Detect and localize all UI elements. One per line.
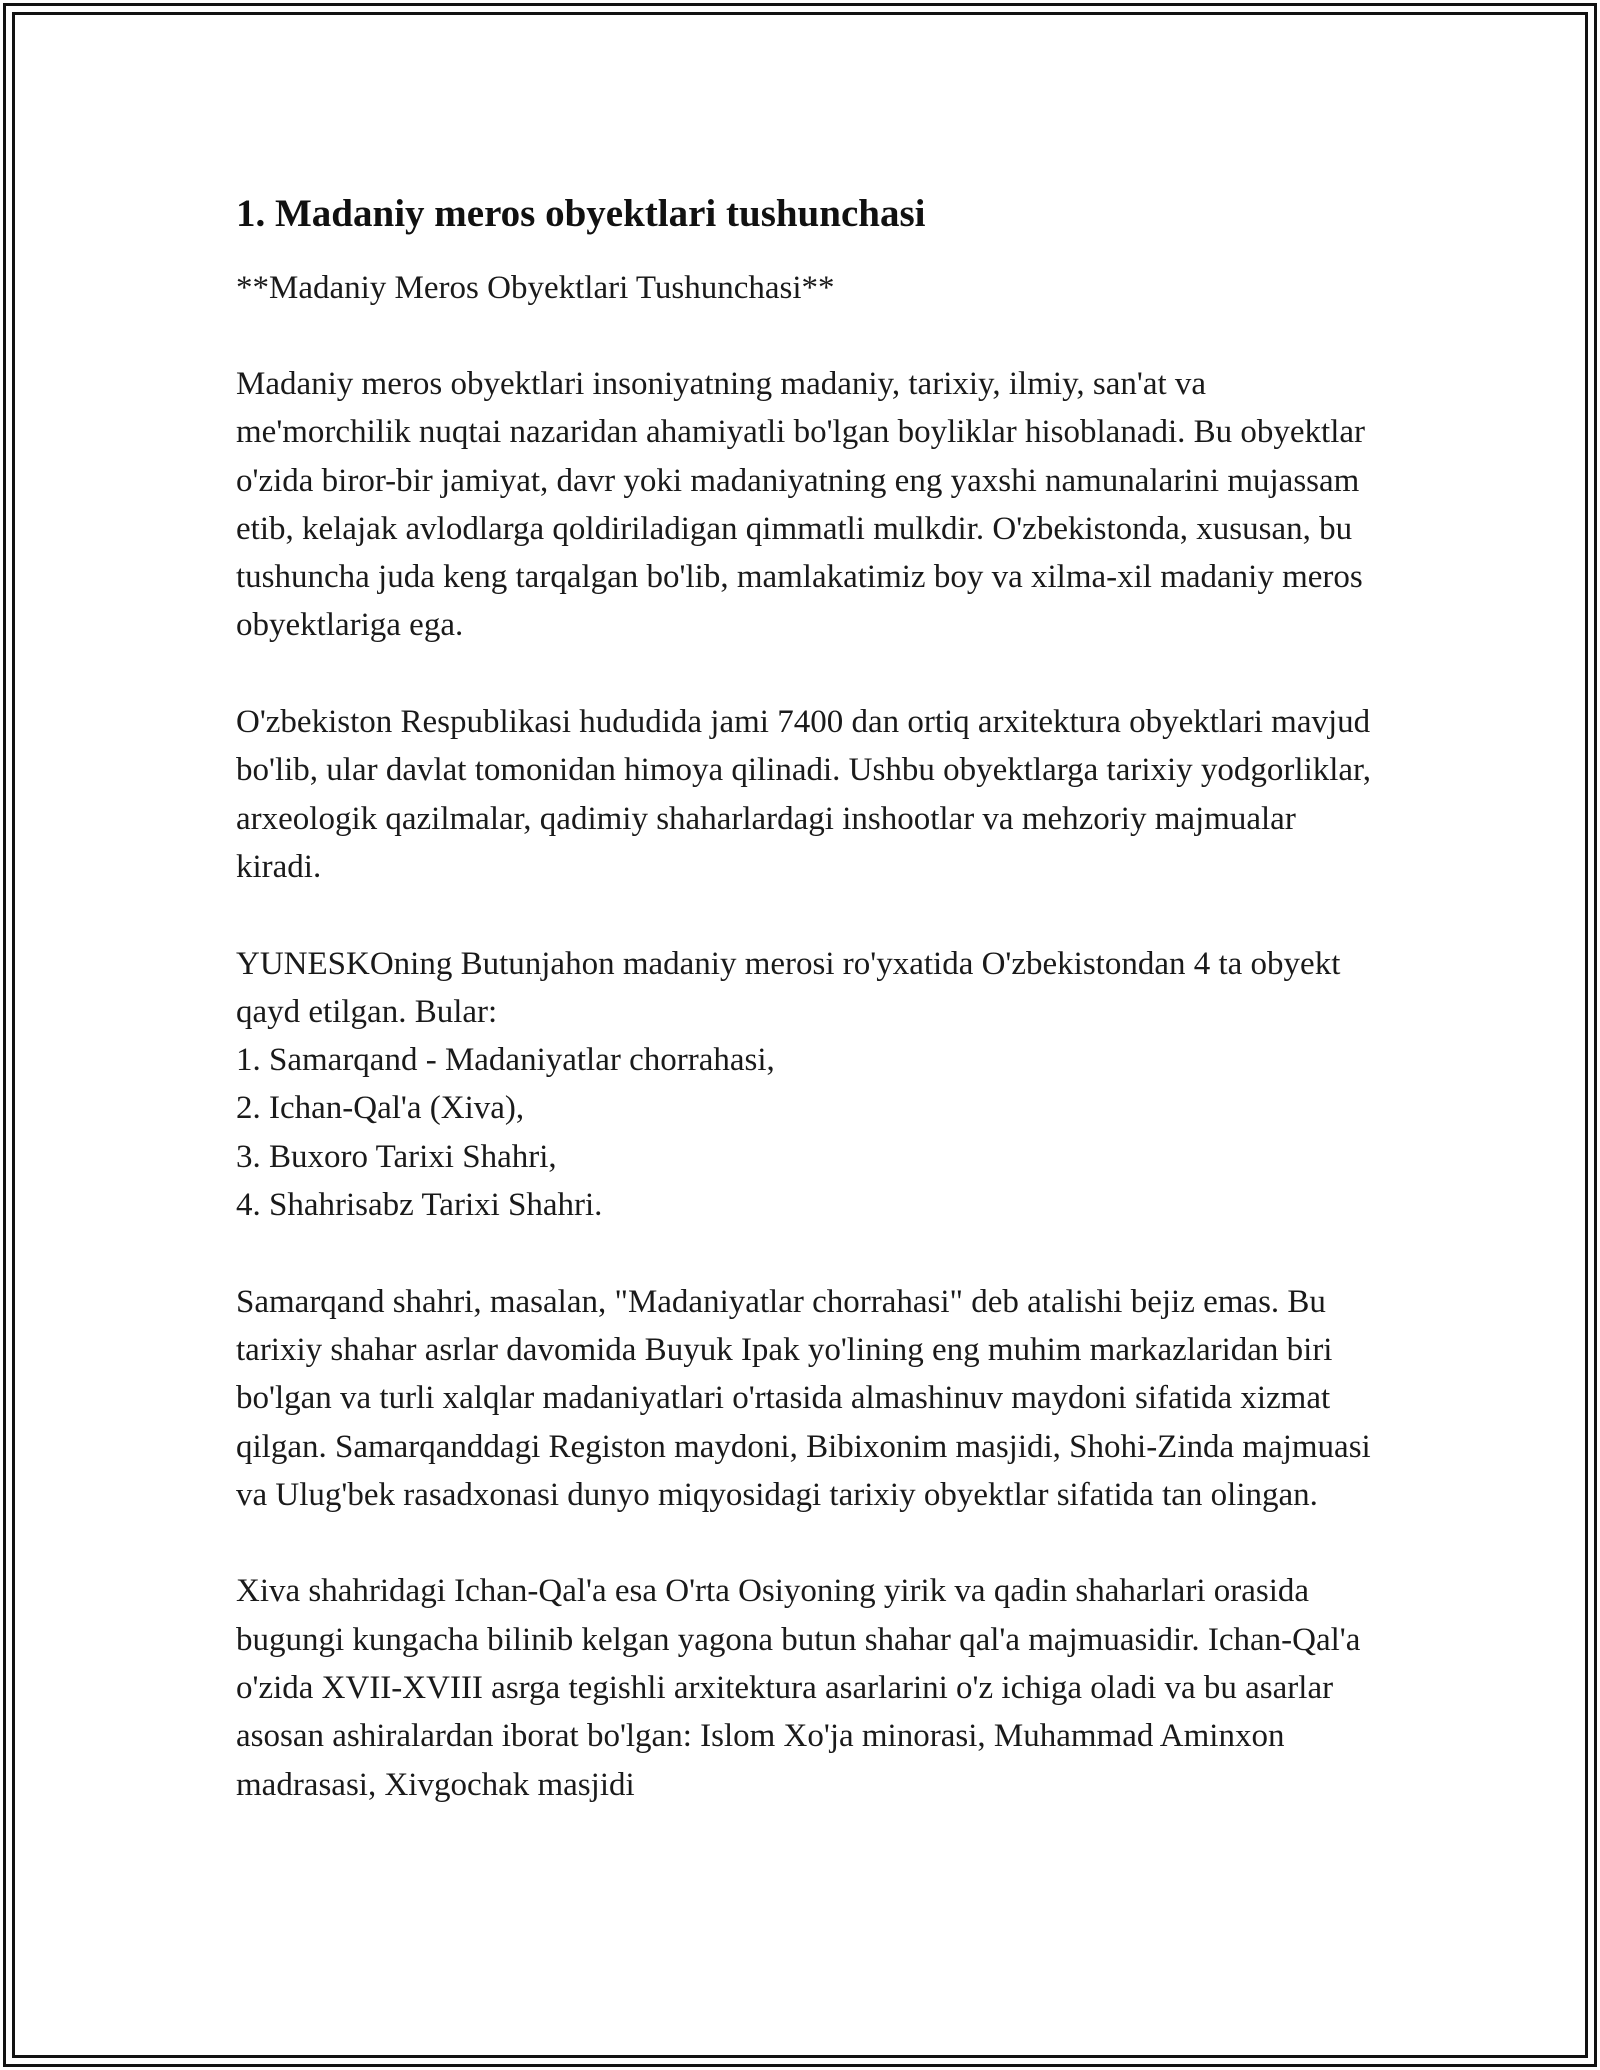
unesco-intro: YUNESKOning Butunjahon madaniy merosi ro'yxatida O'zbekistondan 4 ta obyekt qayd etilgan. Bular: bbox=[236, 945, 1341, 1030]
unesco-block bbox=[236, 940, 1376, 1230]
list-item: 4. Shahrisabz Tarixi Shahri. bbox=[236, 1187, 603, 1224]
section-title: 1. Madaniy meros obyektlari tushunchasi bbox=[236, 192, 926, 235]
list-item: 1. Samarqand - Madaniyatlar chorrahasi, bbox=[236, 1042, 775, 1079]
list-item: 3. Buxoro Tarixi Shahri, bbox=[236, 1138, 557, 1175]
paragraph-samarqand: Samarqand shahri, masalan, "Madaniyatlar chorrahasi" deb atalishi bejiz emas. Bu tarixiy shahar asrlar davomida Buyuk Ipak yo'lining eng muhim markazlaridan biri bo'lgan va turli xalqlar madaniyatlari o'rtasida almashinuv maydoni sifatida xizmat qilgan. Samarqanddagi Registon maydoni, Bibixonim masjidi, Shohi-Zinda majmuasi va Ulug'bek rasadxonasi dunyo miqyosidagi tarixiy obyektlar sifatida tan olingan. bbox=[236, 1283, 1371, 1513]
paragraph-xiva: Xiva shahridagi Ichan-Qal'a esa O'rta Osiyoning yirik va qadin shaharlari orasida bugungi kungacha bilinib kelgan yagona butun shahar qal'a majmuasidir. Ichan-Qal'a o'zida XVII-XVIII asrga tegishli arxitektura asarlarini o'z ichiga oladi va bu asarlar asosan ashiralardan iborat bo'lgan: Islom Xo'ja minorasi, Muhammad Aminxon madrasasi, Xivgochak masjidi bbox=[236, 1573, 1361, 1803]
document-body bbox=[236, 186, 1376, 1857]
list-item: 2. Ichan-Qal'a (Xiva), bbox=[236, 1090, 525, 1127]
paragraph-definition: Madaniy meros obyektlari insoniyatning madaniy, tarixiy, ilmiy, san'at va me'morchilik nuqtai nazaridan ahamiyatli bo'lgan boyliklar hisoblanadi. Bu obyektlar o'zida biror-bir jamiyat, davr yoki madaniyatning eng yaxshi namunalarini mujassam etib, kelajak avlodlarga qoldiriladigan qimmatli mulkdir. O'zbekistonda, xususan, bu tushuncha juda keng tarqalgan bo'lib, mamlakatimiz boy va xilma-xil madaniy meros obyektlariga ega. bbox=[236, 366, 1366, 644]
paragraph-architecture-count: O'zbekiston Respublikasi hududida jami 7400 dan ortiq arxitektura obyektlari mavjud bo'lib, ular davlat tomonidan himoya qilinadi. Ushbu obyektlarga tarixiy yodgorliklar, arxeologik qazilmalar, qadimiy shaharlardagi inshootlar va mehzoriy majmualar kiradi. bbox=[236, 704, 1371, 885]
unesco-list bbox=[236, 1036, 1376, 1229]
section-subtitle: **Madaniy Meros Obyektlari Tushunchasi** bbox=[236, 270, 835, 306]
